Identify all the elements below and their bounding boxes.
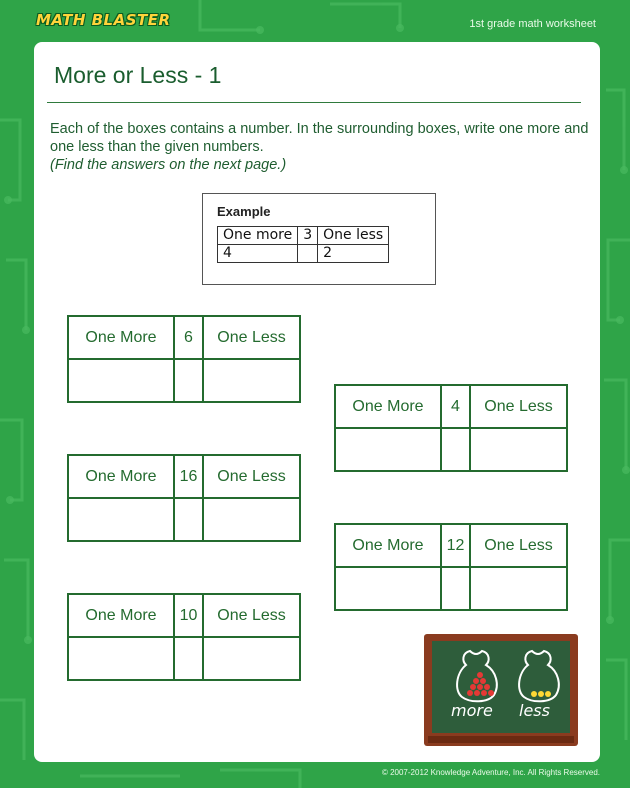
one-more-label: One More: [68, 316, 174, 359]
example-cell: [298, 245, 318, 263]
given-number: 12: [441, 524, 470, 567]
less-word: less: [519, 701, 550, 720]
example-cell: One more: [218, 227, 298, 245]
given-number: 16: [174, 455, 203, 498]
answer-spacer: [441, 428, 470, 471]
answer-one-less[interactable]: [470, 567, 567, 610]
more-less-grid-12: [334, 523, 568, 611]
more-less-grid-16: [67, 454, 301, 542]
chalkboard-illustration: [424, 634, 578, 746]
more-bag-icon: [457, 651, 497, 701]
more-less-grid-4: [334, 384, 568, 472]
one-more-label: One More: [335, 385, 441, 428]
one-less-label: One Less: [203, 594, 300, 637]
answer-one-less[interactable]: [203, 359, 300, 402]
given-number: 6: [174, 316, 203, 359]
title-divider: [47, 102, 581, 103]
one-more-label: One More: [335, 524, 441, 567]
example-cell: 3: [298, 227, 318, 245]
answer-one-less[interactable]: [203, 637, 300, 680]
answer-one-more[interactable]: [335, 567, 441, 610]
answer-spacer: [174, 359, 203, 402]
answer-one-more[interactable]: [335, 428, 441, 471]
given-number: 10: [174, 594, 203, 637]
answer-one-more[interactable]: [68, 637, 174, 680]
instructions: [50, 120, 590, 174]
more-less-grid-10: [67, 593, 301, 681]
answer-spacer: [174, 498, 203, 541]
answer-one-less[interactable]: [203, 498, 300, 541]
given-number: 4: [441, 385, 470, 428]
math-blaster-logo: MATH BLASTER: [36, 11, 171, 29]
one-less-label: One Less: [470, 524, 567, 567]
answer-spacer: [441, 567, 470, 610]
more-less-grid-6: [67, 315, 301, 403]
answer-one-more[interactable]: [68, 498, 174, 541]
example-row: [218, 227, 389, 245]
instructions-text: Each of the boxes contains a number. In the surrounding boxes, write one more and one less than the given numbers.: [50, 121, 589, 155]
answer-spacer: [174, 637, 203, 680]
example-table: [217, 226, 389, 263]
example-cell: One less: [318, 227, 389, 245]
one-less-label: One Less: [470, 385, 567, 428]
answer-one-less[interactable]: [470, 428, 567, 471]
one-less-label: One Less: [203, 316, 300, 359]
grade-label: 1st grade math worksheet: [469, 18, 596, 30]
one-more-label: One More: [68, 455, 174, 498]
example-cell: 4: [218, 245, 298, 263]
page-title: More or Less - 1: [54, 62, 222, 88]
copyright: © 2007-2012 Knowledge Adventure, Inc. All Rights Reserved.: [381, 768, 600, 777]
chalk-tray: [428, 736, 574, 743]
instructions-note: (Find the answers on the next page.): [50, 157, 287, 173]
answer-one-more[interactable]: [68, 359, 174, 402]
more-word: more: [451, 701, 493, 720]
example-box: [202, 193, 436, 285]
one-less-label: One Less: [203, 455, 300, 498]
example-cell: 2: [318, 245, 389, 263]
one-more-label: One More: [68, 594, 174, 637]
example-row: [218, 245, 389, 263]
example-title: Example: [217, 204, 271, 219]
less-bag-icon: [519, 651, 559, 701]
